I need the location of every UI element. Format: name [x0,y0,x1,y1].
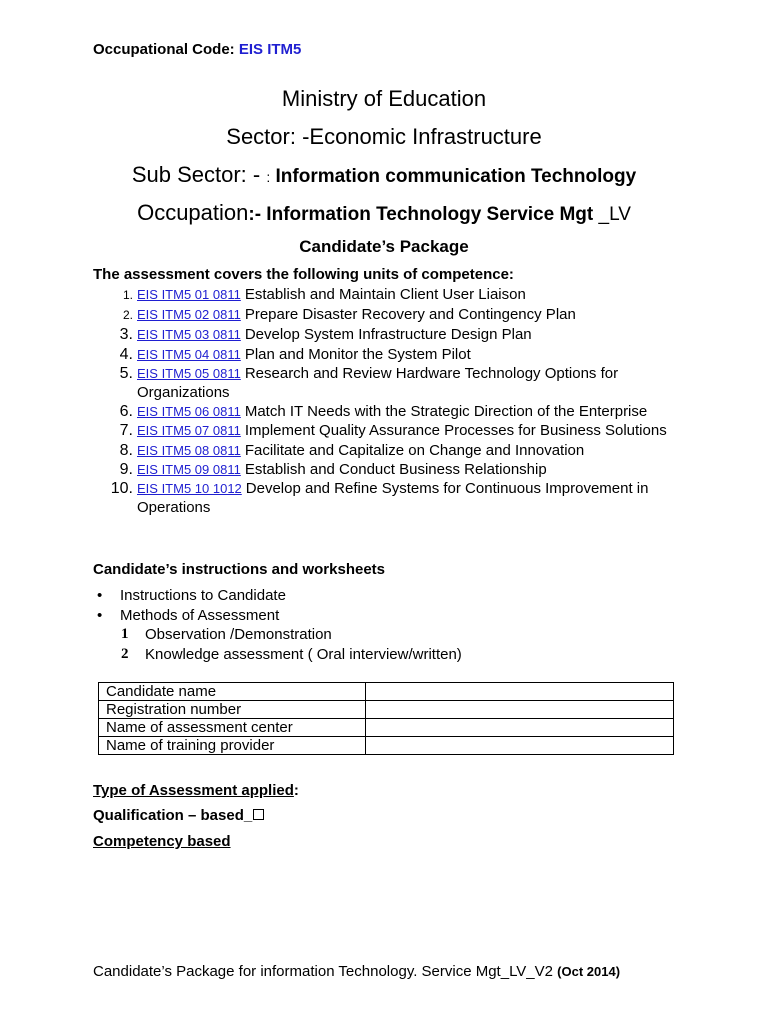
unit-number: 4. [119,345,133,363]
unit-item [93,364,693,402]
unit-title: Establish and Conduct Business Relationship [244,460,547,478]
row-label: Name of assessment center [99,719,366,737]
subsector-colon: : [266,169,271,185]
footer-date: (Oct 2014) [557,964,621,979]
unit-code-link[interactable]: EIS ITM5 01 0811 [137,287,241,302]
assessment-type-colon: : [293,782,299,799]
occupation-prefix: Occupation [137,200,249,225]
unit-item [93,325,693,344]
training-provider-field[interactable] [366,737,674,755]
page-footer [93,963,620,980]
qualification-based-option [93,807,264,824]
unit-title: Prepare Disaster Recovery and Contingency Plan [244,306,576,324]
unit-number: 3. [119,326,133,344]
unit-title: Develop System Infrastructure Design Plan [244,326,532,344]
bullet-text: Methods of Assessment [120,606,280,624]
unit-title: Facilitate and Capitalize on Change and Innovation [244,441,585,459]
bullet-icon: • [97,587,103,604]
units-intro: The assessment covers the following units of competence: [93,266,514,283]
unit-title: Develop and Refine Systems for Continuous Improvement in Operations [137,480,649,517]
unit-code-link[interactable]: EIS ITM5 05 0811 [137,365,241,381]
occupation-title [0,200,768,226]
unit-title: Implement Quality Assurance Processes for Business Solutions [244,422,667,440]
method-text: Knowledge assessment ( Oral interview/written) [145,645,462,663]
unit-number: 8. [119,441,133,459]
unit-code-link[interactable]: EIS ITM5 10 1012 [137,481,242,497]
ministry-title: Ministry of Education [281,86,487,111]
unit-number: 10. [110,480,133,498]
unit-code-link[interactable]: EIS ITM5 04 0811 [137,346,241,362]
row-label: Name of training provider [99,737,366,755]
table-row [99,701,674,719]
unit-code-link[interactable]: EIS ITM5 09 0811 [137,461,241,477]
assessment-center-field[interactable] [366,719,674,737]
method-number: 1 [121,626,129,642]
unit-number: 5. [119,364,133,382]
unit-code-link[interactable]: EIS ITM5 08 0811 [137,442,241,458]
registration-number-field[interactable] [366,701,674,719]
table-row [99,683,674,701]
occupation-suffix: _LV [598,204,631,225]
unit-title: Match IT Needs with the Strategic Direction of the Enterprise [244,403,648,421]
qualification-based-label: Qualification – based_ [93,807,253,824]
unit-item [93,305,693,325]
row-label: Candidate name [99,683,366,701]
unit-number: 1. [122,288,133,302]
unit-code-link[interactable]: EIS ITM5 07 0811 [137,423,241,439]
bullet-icon: • [97,606,103,624]
table-row [99,719,674,737]
unit-item [93,402,693,421]
occupational-code-label: Occupational Code: [93,41,239,58]
units-list [93,285,693,517]
competency-based-label: Competency based [93,833,231,850]
bullet-text: Instructions to Candidate [120,587,286,604]
unit-number: 7. [119,422,133,440]
footer-text: Candidate’s Package for information Technology. Service Mgt_LV_V2 [93,963,558,980]
unit-number: 9. [119,460,133,478]
occupational-code-value: EIS ITM5 [238,41,302,58]
unit-code-link[interactable]: EIS ITM5 03 0811 [137,327,241,343]
candidate-name-field[interactable] [366,683,674,701]
occupational-code [93,41,301,58]
unit-item [93,345,693,364]
subsector-prefix: Sub Sector: - [131,162,267,187]
table-row [99,737,674,755]
unit-number: 2. [122,308,133,323]
method-number: 2 [121,645,129,662]
row-label: Registration number [99,701,366,719]
unit-title: Plan and Monitor the System Pilot [244,345,471,363]
instructions-title: Candidate’s instructions and worksheets [93,561,386,578]
method-text: Observation /Demonstration [145,626,332,643]
subsector-title [0,162,768,188]
occupation-name: :- Information Technology Service Mgt [248,204,599,225]
unit-item [93,421,693,440]
checkbox-icon[interactable] [253,809,264,820]
unit-item [93,285,693,305]
unit-item [93,441,693,460]
subsector-name: Information communication Technology [270,166,637,187]
unit-title: Research and Review Hardware Technology Options for Organizations [137,364,619,402]
package-title: Candidate’s Package [299,237,469,256]
unit-number: 6. [119,403,133,421]
unit-code-link[interactable]: EIS ITM5 06 0811 [137,404,241,420]
candidate-info-table [98,682,674,755]
assessment-type-label: Type of Assessment applied [93,782,294,799]
unit-item [93,460,693,479]
unit-title: Establish and Maintain Client User Liaison [244,286,526,303]
sector-title: Sector: -Economic Infrastructure [226,124,542,149]
assessment-type-heading [93,782,299,799]
unit-item [93,479,693,517]
unit-code-link[interactable]: EIS ITM5 02 0811 [137,307,241,323]
